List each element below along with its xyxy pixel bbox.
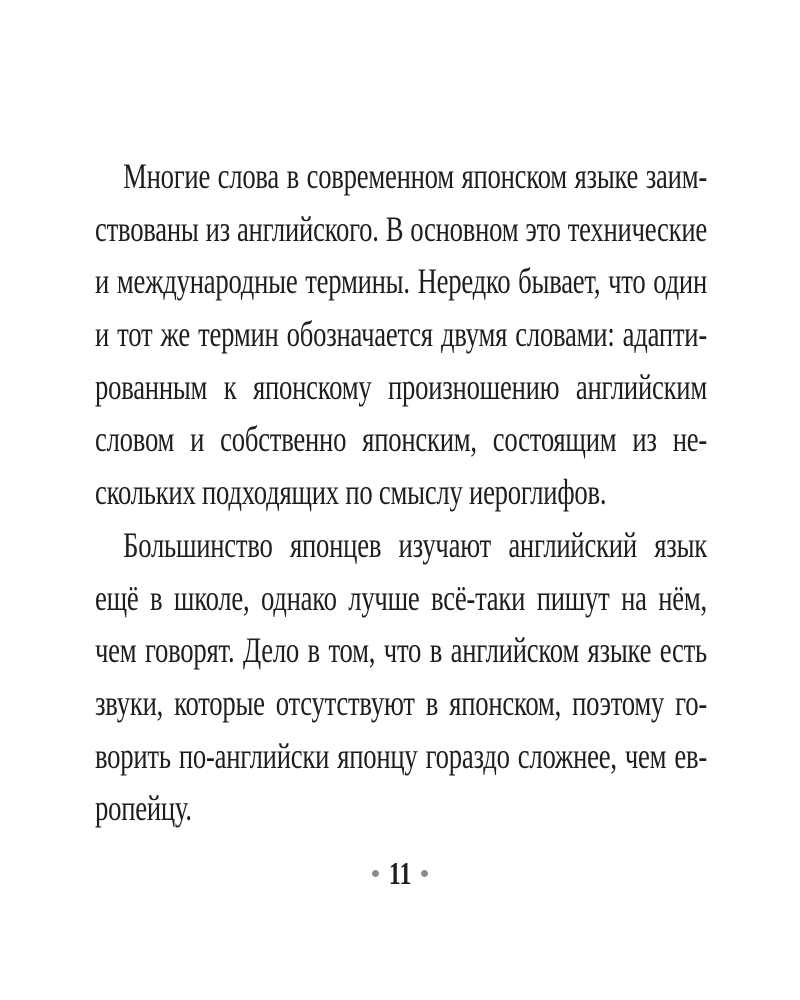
text-line: ещё в школе, однако лучше всё-таки пишут на нём, [95,577,707,618]
text-line: ропейцу. [95,788,192,829]
bullet-icon [421,870,428,877]
text-line: рованным к японскому произношению английским [95,366,707,407]
page-number: 11 [388,854,412,891]
text-line: ствованы из английского. В основном это технические [95,208,707,249]
page-footer [0,848,800,898]
text-line: и международные термины. Нередко бывает, что один [95,261,707,302]
bullet-icon [372,870,379,877]
text-line: ворить по-английски японцу гораздо сложнее, чем ев- [95,735,707,776]
paragraph-1 [95,150,707,519]
text-line: Большинство японцев изучают английский язык [123,524,707,565]
text-line: звуки, которые отсутствуют в японском, поэтому го- [95,682,707,723]
paragraph-2 [95,519,707,835]
text-line: чем говорят. Дело в том, что в английском языке есть [95,630,707,671]
text-line: скольких подходящих по смыслу иероглифов. [95,472,607,513]
text-line: и тот же термин обозначается двумя словами: адапти- [95,314,707,355]
body-text [95,150,707,835]
text-line: Многие слова в современном японском языке заим- [123,156,707,196]
text-line: словом и собственно японским, состоящим из не- [95,419,707,460]
